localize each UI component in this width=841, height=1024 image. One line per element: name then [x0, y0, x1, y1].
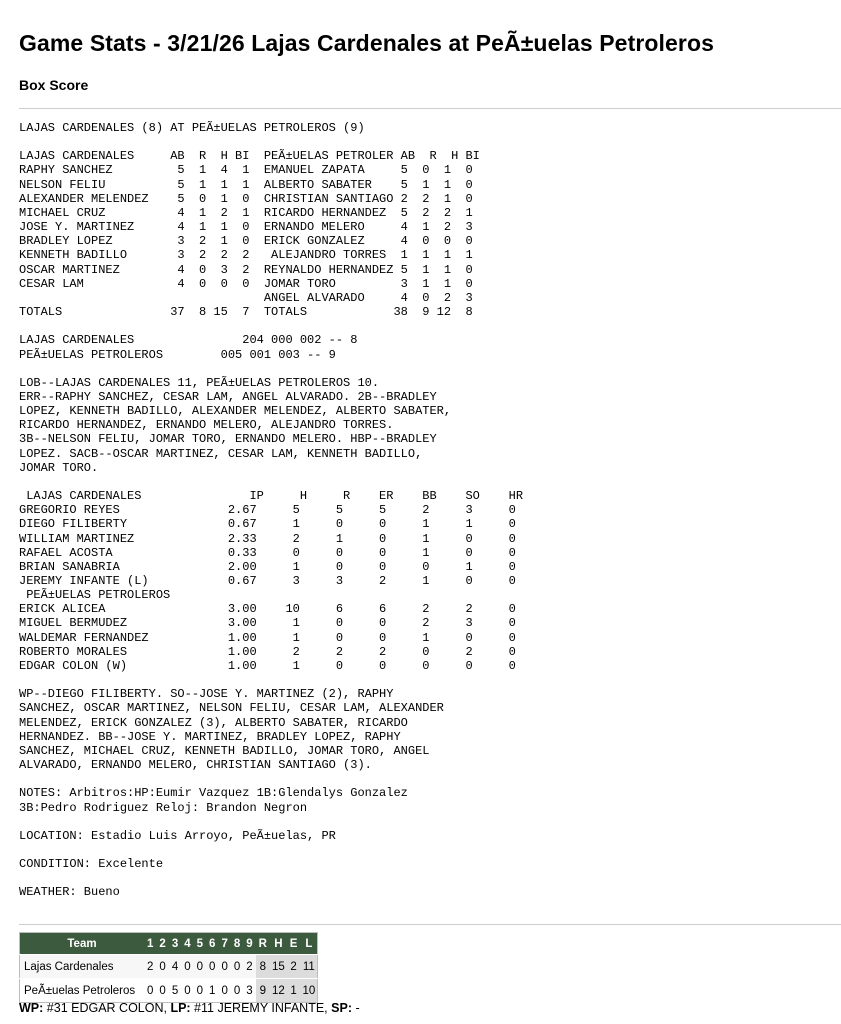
header-inning-5: 5: [194, 933, 206, 955]
linescore-header-row: [20, 933, 318, 955]
inning-score: 2: [243, 955, 255, 979]
inning-score: 3: [243, 979, 255, 1003]
inning-score: 0: [156, 979, 168, 1003]
linescore-row-away: [20, 955, 318, 979]
divider-bottom: [19, 924, 841, 925]
inning-score: 5: [169, 979, 181, 1003]
inning-score: 0: [231, 979, 243, 1003]
page-title: Game Stats - 3/21/26 Lajas Cardenales at PeÃ±uelas Petroleros: [19, 30, 714, 56]
header-runs: R: [256, 933, 270, 955]
box-score-text: LAJAS CARDENALES (8) AT PEÃ±UELAS PETROLEROS (9) LAJAS CARDENALES AB R H BI PEÃ±UELAS PETROLER AB R H BI RAPHY SANCHEZ 5 1 4 1 EMANUEL ZAPATA 5 0 1 0 NELSON FELIU 5 1 1 1 ALBERTO SABATER 5 1 1 0 ALEXANDER MELENDEZ 5 0 1 0 CHRISTIAN SANTIAGO 2 2 1 0 MICHAEL CRUZ 4 1 2 1 RICARDO HERNANDEZ 5 2 2 1 JOSE Y. MARTINEZ 4 1 1 0 ERNANDO MELERO 4 1 2 3 BRADLEY LOPEZ 3 2 1 0 ERICK GONZALEZ 4 0 0 0 KENNETH BADILLO 3 2 2 2 ALEJANDRO TORRES 1 1 1 1 OSCAR MARTINEZ 4 0 3 2 REYNALDO HERNANDEZ 5 1 1 0 CESAR LAM 4 0 0 0 JOMAR TORO 3 1 1 0 ANGEL ALVARADO 4 0 2 3 TOTALS 37 8 15 7 TOTALS 38 9 12 8 LAJAS CARDENALES 204 000 002 -- 8 PEÃ±UELAS PETROLEROS 005 001 003 -- 9 LOB--LAJAS CARDENALES 11, PEÃ±UELAS PETROLEROS 10. ERR--RAPHY SANCHEZ, CESAR LAM, ANGEL ALVARADO. 2B--BRADLEY LOPEZ, KENNETH BADILLO, ALEXANDER MELENDEZ, ALBERTO SABATER, RICARDO HERNANDEZ, ERNANDO MELERO, ALEJANDRO TORRES. 3B--NELSON FELIU, JOMAR TORO, ERNANDO MELERO. HBP--BRADLEY LOPEZ. SACB--OSCAR MARTINEZ, CESAR LAM, KENNETH BADILLO, JOMAR TORO. LAJAS CARDENALES IP H R ER BB SO HR GREGORIO REYES 2.67 5 5 5 2 3 0 DIEGO FILIBERTY 0.67 1 0 0 1 1 0 WILLIAM MARTINEZ 2.33 2 1 0 1 0 0 RAFAEL ACOSTA 0.33 0 0 0 1 0 0 BRIAN SANABRIA 2.00 1 0 0 0 1 0 JEREMY INFANTE (L) 0.67 3 3 2 1 0 0 PEÃ±UELAS PETROLEROS ERICK ALICEA 3.00 10 6 6 2 2 0 MIGUEL BERMUDEZ 3.00 1 0 0 2 3 0 WALDEMAR FERNANDEZ 1.00 1 0 0 1 0 0 ROBERTO MORALES 1.00 2 2 2 0 2 0 EDGAR COLON (W) 1.00 1 0 0 0 0 0 WP--DIEGO FILIBERTY. SO--JOSE Y. MARTINEZ (2), RAPHY SANCHEZ, OSCAR MARTINEZ, NELSON FELIU, CESAR LAM, ALEXANDER MELENDEZ, ERICK GONZALEZ (3), ALBERTO SABATER, RICARDO HERNANDEZ. BB--JOSE Y. MARTINEZ, BRADLEY LOPEZ, RAPHY SANCHEZ, MICHAEL CRUZ, KENNETH BADILLO, JOMAR TORO, ANGEL ALVARADO, ERNANDO MELERO, CHRISTIAN SANTIAGO (3). NOTES: Arbitros:HP:Eumir Vazquez 1B:Glendalys Gonzalez 3B:Pedro Rodriguez Reloj: Brandon Negron LOCATION: Estadio Luis Arroyo, PeÃ±uelas, PR CONDITION: Excelente WEATHER: Bueno: [19, 121, 524, 900]
header-inning-2: 2: [156, 933, 168, 955]
header-inning-4: 4: [181, 933, 193, 955]
header-inning-7: 7: [218, 933, 230, 955]
inning-score: 0: [144, 979, 156, 1003]
inning-score: 0: [181, 955, 193, 979]
errors-total: 1: [287, 979, 301, 1003]
header-lob: L: [300, 933, 317, 955]
inning-score: 0: [218, 955, 230, 979]
inning-score: 0: [194, 955, 206, 979]
runs-total: 9: [256, 979, 270, 1003]
errors-total: 2: [287, 955, 301, 979]
linescore-row-home: [20, 979, 318, 1003]
pitching-decisions: [19, 1001, 360, 1015]
team-name: Lajas Cardenales: [20, 955, 145, 979]
header-team: Team: [20, 933, 145, 955]
hits-total: 15: [270, 955, 287, 979]
lp-label: LP:: [170, 1001, 191, 1015]
header-inning-8: 8: [231, 933, 243, 955]
wp-label: WP:: [19, 1001, 44, 1015]
header-inning-1: 1: [144, 933, 156, 955]
box-score-heading: Box Score: [19, 77, 89, 93]
team-name: PeÃ±uelas Petroleros: [20, 979, 145, 1003]
header-inning-6: 6: [206, 933, 218, 955]
runs-total: 8: [256, 955, 270, 979]
inning-score: 0: [218, 979, 230, 1003]
wp-value: #31 EDGAR COLON,: [43, 1001, 171, 1015]
inning-score: 0: [181, 979, 193, 1003]
sp-value: -: [351, 1001, 360, 1015]
inning-score: 0: [194, 979, 206, 1003]
inning-score: 0: [156, 955, 168, 979]
divider-top: [19, 108, 841, 109]
lp-value: #11 JEREMY INFANTE,: [190, 1001, 332, 1015]
lob-total: 11: [300, 955, 317, 979]
header-errors: E: [287, 933, 301, 955]
linescore-table: [19, 932, 318, 1003]
inning-score: 1: [206, 979, 218, 1003]
inning-score: 2: [144, 955, 156, 979]
header-inning-9: 9: [243, 933, 255, 955]
inning-score: 0: [231, 955, 243, 979]
inning-score: 0: [206, 955, 218, 979]
sp-label: SP:: [331, 1001, 352, 1015]
hits-total: 12: [270, 979, 287, 1003]
header-inning-3: 3: [169, 933, 181, 955]
header-hits: H: [270, 933, 287, 955]
inning-score: 4: [169, 955, 181, 979]
lob-total: 10: [300, 979, 317, 1003]
